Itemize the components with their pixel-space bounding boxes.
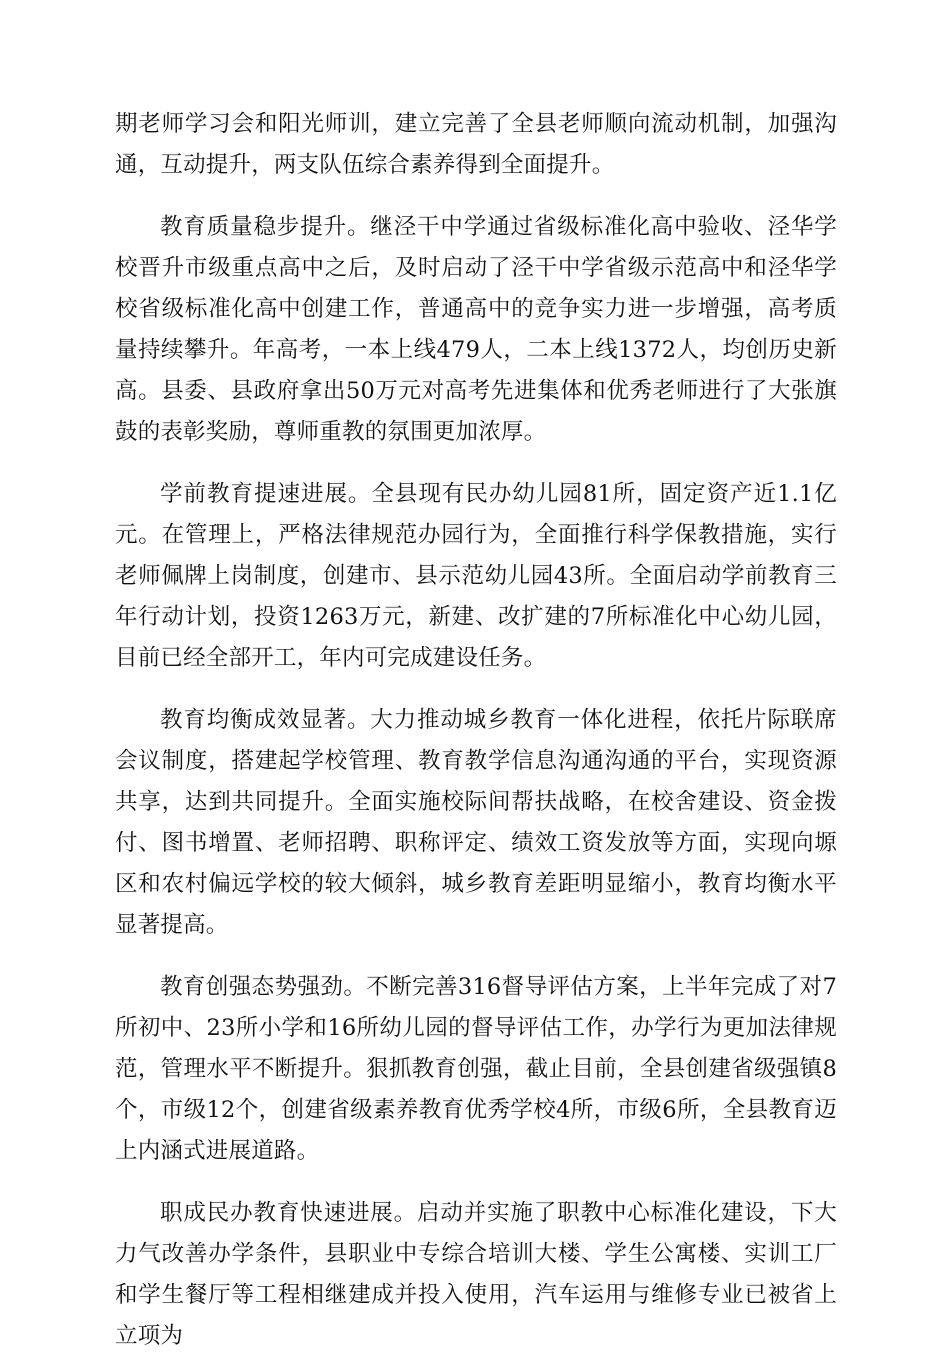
paragraph-5: 教育创强态势强劲。不断完善316督导评估方案，上半年完成了对7所初中、23所小学和16所幼儿园的督导评估工作，办学行为更加法律规范，管理水平不断提升。狠抓教育创强，截止目前，全县创建省级强镇8个，市级12个，创建省级素养教育优秀学校4所，市级6所，全县教育迈上内涵式进展道路。 xyxy=(115,974,837,1164)
paragraph-2: 教育质量稳步提升。继泾干中学通过省级标准化高中验收、泾华学校晋升市级重点高中之后，及时启动了泾干中学省级示范高中和泾华学校省级标准化高中创建工作，普通高中的竞争实力进一步增强，高考质量持续攀升。年高考，一本上线479人，二本上线1372人，均创历史新高。县委、县政府拿出50万元对高考先进集体和优秀老师进行了大张旗鼓的表彰奖励，尊师重教的氛围更加浓厚。 xyxy=(115,214,837,445)
paragraph-3: 学前教育提速进展。全县现有民办幼儿园81所，固定资产近1.1亿元。在管理上，严格法律规范办园行为，全面推行科学保教措施，实行老师佩牌上岗制度，创建市、县示范幼儿园43所。全面启动学前教育三年行动计划，投资1263万元，新建、改扩建的7所标准化中心幼儿园，目前已经全部开工，年内可完成建设任务。 xyxy=(115,481,837,671)
paragraph-6: 职成民办教育快速进展。启动并实施了职教中心标准化建设，下大力气改善办学条件，县职业中专综合培训大楼、学生公寓楼、实训工厂和学生餐厅等工程相继建成并投入使用，汽车运用与维修专业已被省上立项为 xyxy=(115,1200,837,1349)
paragraph-1: 期老师学习会和阳光师训，建立完善了全县老师顺向流动机制，加强沟通，互动提升，两支队伍综合素养得到全面提升。 xyxy=(115,111,837,178)
paragraph-4: 教育均衡成效显著。大力推动城乡教育一体化进程，依托片际联席会议制度，搭建起学校管理、教育教学信息沟通沟通的平台，实现资源共享，达到共同提升。全面实施校际间帮扶战略，在校舍建设、资金拨付、图书增置、老师招聘、职称评定、绩效工资发放等方面，实现向塬区和农村偏远学校的较大倾斜，城乡教育差距明显缩小，教育均衡水平显著提高。 xyxy=(115,707,837,938)
document-page xyxy=(115,104,837,1349)
